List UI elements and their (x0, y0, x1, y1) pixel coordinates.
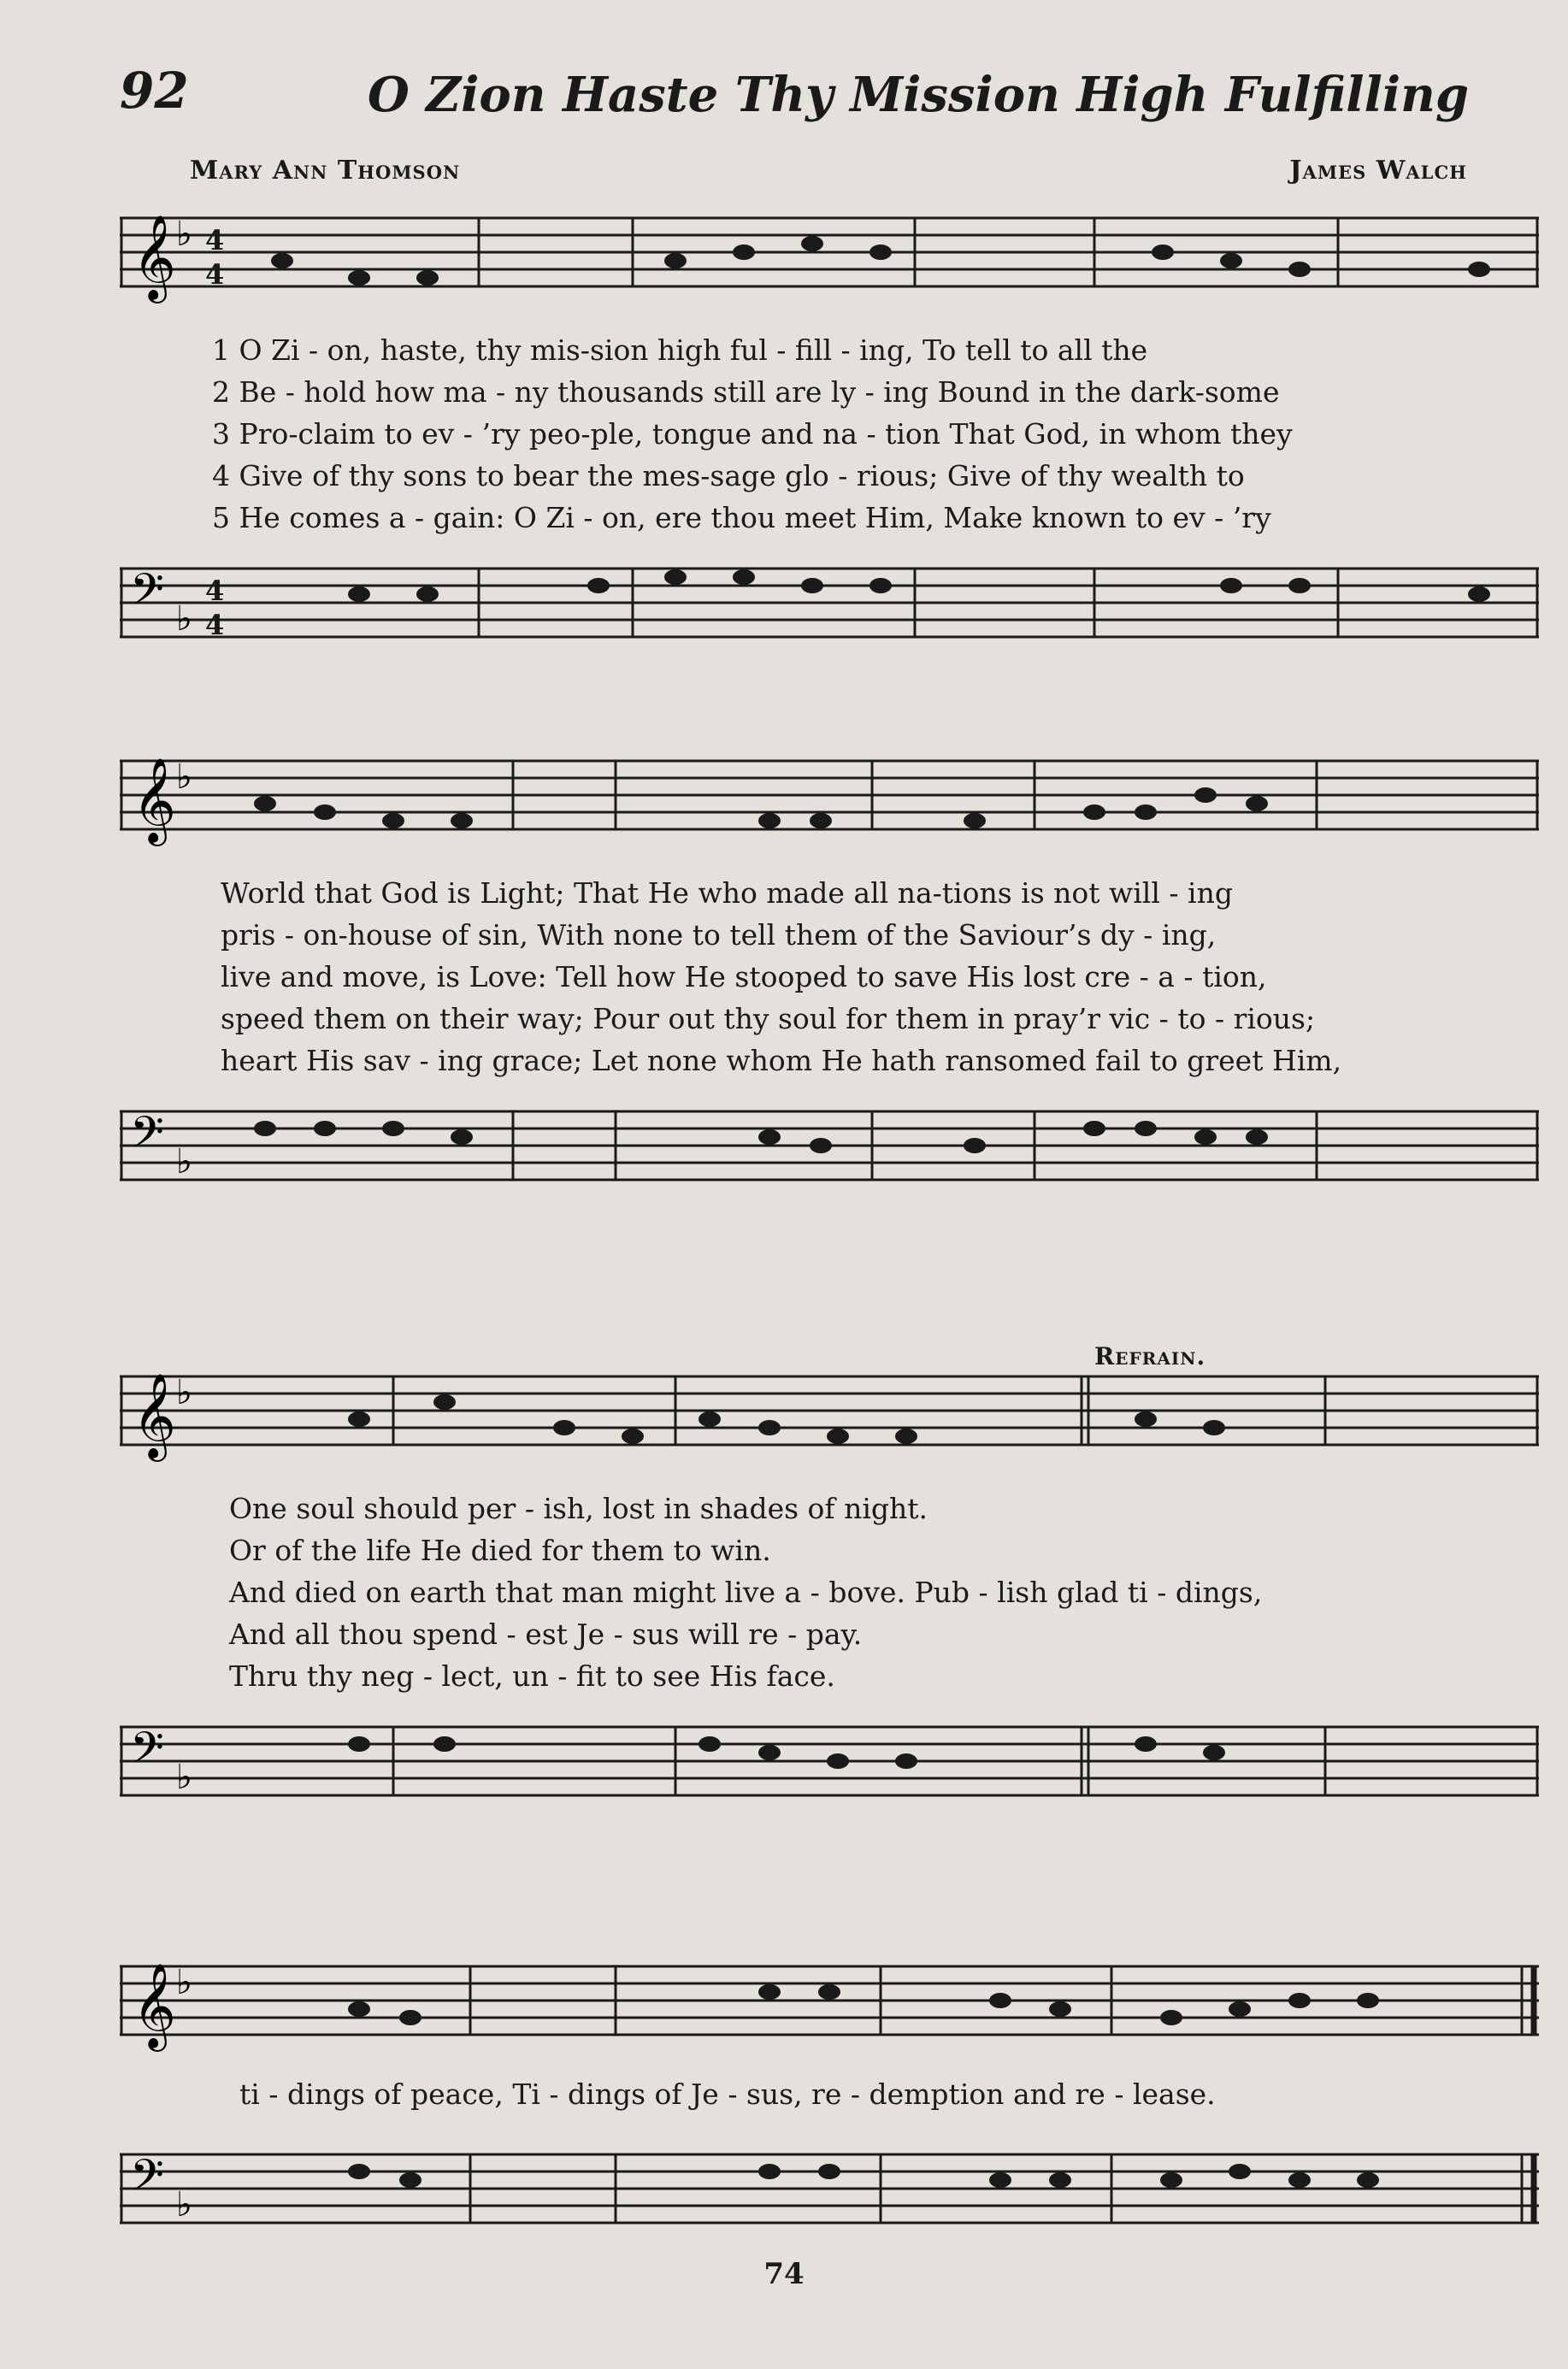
svg-text:𝄢: 𝄢 (130, 563, 164, 626)
svg-text:4: 4 (205, 224, 225, 256)
svg-text:𝄞: 𝄞 (133, 215, 176, 300)
treble-staff (120, 1368, 1539, 1462)
treble-staff (120, 1958, 1539, 2052)
svg-text:𝄞: 𝄞 (133, 757, 176, 843)
composer-credit: James Walch (1289, 156, 1467, 186)
svg-text:♭: ♭ (176, 757, 192, 797)
hymn-number: 92 (120, 62, 189, 120)
lyric-line: And died on earth that man might live a - bove. Pub - lish glad ti - dings, (229, 1576, 1263, 1609)
lyric-line: 3 Pro-claim to ev - ’ry peo-ple, tongue and na - tion That God, in whom they (212, 417, 1293, 451)
svg-text:♭: ♭ (176, 1758, 192, 1797)
page-number: 74 (763, 2257, 805, 2291)
lyric-line: World that God is Light; That He who made all na-tions is not will - ing (221, 876, 1233, 910)
lyric-line: Or of the life He died for them to win. (229, 1534, 771, 1567)
lyric-line: ti - dings of peace, Ti - dings of Je - sus, re - demption and re - lease. (239, 2077, 1216, 2111)
svg-text:♭: ♭ (176, 599, 192, 639)
lyric-line: speed them on their way; Pour out thy soul for them in pray’r vic - to - rious; (221, 1002, 1316, 1035)
refrain-label: Refrain. (1094, 1342, 1206, 1370)
svg-text:♭: ♭ (176, 1963, 192, 2002)
svg-text:𝄞: 𝄞 (133, 1963, 176, 2048)
svg-text:♭: ♭ (176, 1142, 192, 1182)
author-credit: Mary Ann Thomson (190, 156, 461, 186)
bass-staff (120, 2146, 1539, 2240)
hymn-title: O Zion Haste Thy Mission High Fulfilling (368, 67, 1469, 123)
lyric-line: pris - on-house of sin, With none to tell them of the Saviour’s dy - ing, (221, 918, 1217, 952)
svg-text:♭: ♭ (176, 1373, 192, 1412)
svg-text:𝄞: 𝄞 (133, 1373, 176, 1459)
svg-text:♭: ♭ (176, 2185, 192, 2225)
lyric-line: 2 Be - hold how ma - ny thousands still are ly - ing Bound in the dark-some (212, 375, 1280, 409)
svg-text:4: 4 (205, 575, 225, 607)
lyric-line: heart His sav - ing grace; Let none whom He hath ransomed fail to greet Him, (221, 1044, 1342, 1077)
svg-text:4: 4 (205, 609, 225, 641)
lyric-line: And all thou spend - est Je - sus will re - pay. (229, 1618, 863, 1651)
svg-text:♭: ♭ (176, 215, 192, 254)
lyric-line: Thru thy neg - lect, un - fit to see His face. (229, 1659, 835, 1693)
svg-text:𝄢: 𝄢 (130, 1722, 164, 1784)
bass-staff (120, 1103, 1539, 1197)
lyric-line: One soul should per - ish, lost in shades of night. (229, 1492, 928, 1525)
svg-text:𝄢: 𝄢 (130, 1106, 164, 1169)
lyric-line: 4 Give of thy sons to bear the mes-sage glo - rious; Give of thy wealth to (212, 459, 1245, 492)
bass-staff (120, 1718, 1539, 1812)
lyric-line: live and move, is Love: Tell how He stooped to save His lost cre - a - tion, (221, 960, 1267, 993)
lyric-line: 5 He comes a - gain: O Zi - on, ere thou meet Him, Make known to ev - ’ry (212, 501, 1271, 534)
bass-staff (120, 560, 1539, 654)
treble-staff (120, 209, 1539, 303)
svg-text:𝄢: 𝄢 (130, 2149, 164, 2212)
lyric-line: 1 O Zi - on, haste, thy mis-sion high ful - fill - ing, To tell to all the (212, 333, 1148, 367)
svg-text:4: 4 (205, 258, 225, 291)
treble-staff (120, 752, 1539, 846)
